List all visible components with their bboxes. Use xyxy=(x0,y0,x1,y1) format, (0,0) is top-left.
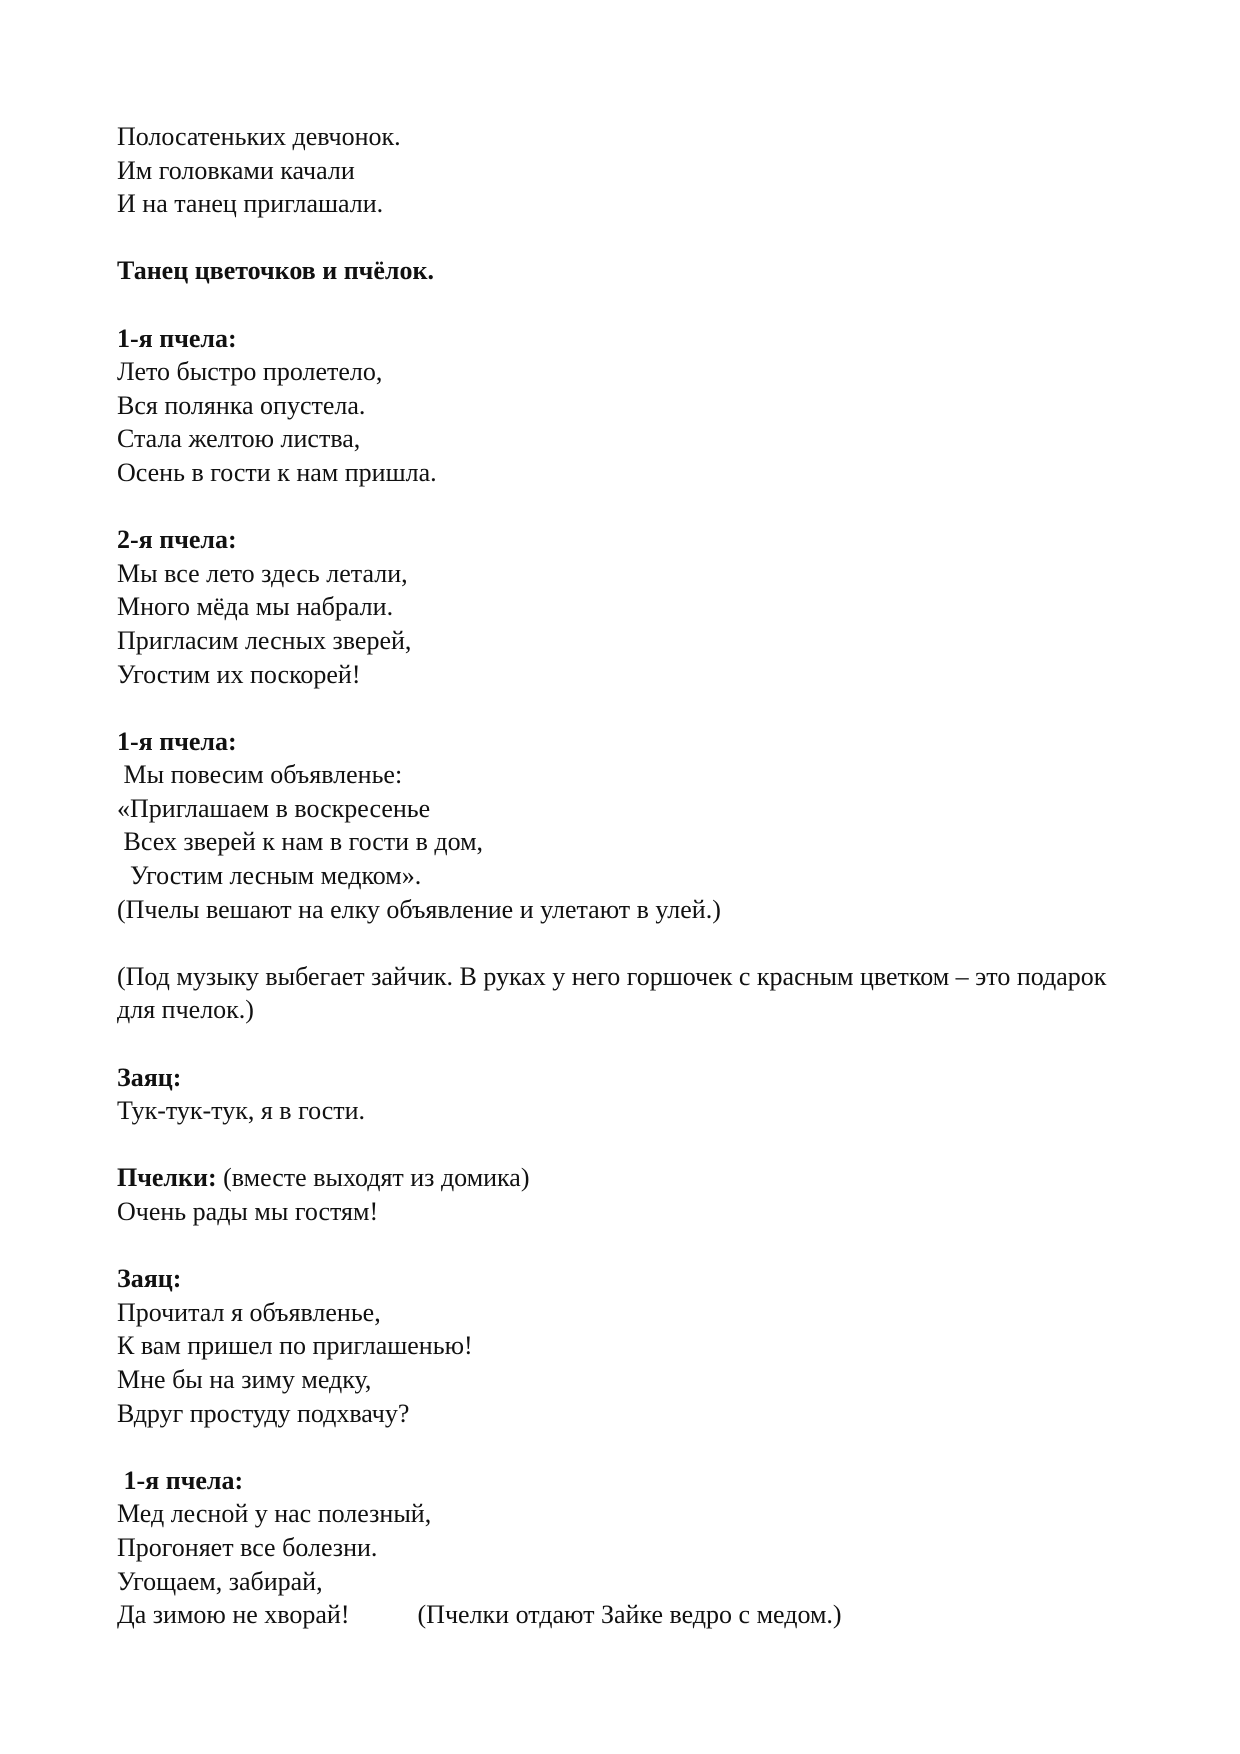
speaker-label: 1-я пчела: xyxy=(117,726,237,756)
stage-direction-hare-enters: (Под музыку выбегает зайчик. В руках у него горшочек с красным цветком – это подарок для пчелок.) xyxy=(117,961,1107,1025)
verse-line: Прочитал я объявленье, xyxy=(117,1297,381,1327)
verse-line: Угощаем, забирай, xyxy=(117,1566,323,1596)
opening-verse xyxy=(117,120,1127,221)
verse-line: Вдруг простуду подхвачу? xyxy=(117,1398,410,1428)
verse-line: Осень в гости к нам пришла. xyxy=(117,457,437,487)
verse-line: Им головками качали xyxy=(117,155,355,185)
verse-line: Мы все лето здесь летали, xyxy=(117,558,408,588)
speech-block-bees xyxy=(117,1161,1127,1228)
verse-line: Угостим их поскорей! xyxy=(117,659,361,689)
verse-line: Прогоняет все болезни. xyxy=(117,1532,378,1562)
speech-block-bee1-third xyxy=(117,1464,1127,1632)
verse-line: Полосатеньких девчонок. xyxy=(117,122,401,151)
speaker-label: Пчелки: xyxy=(117,1163,217,1193)
speaker-line xyxy=(117,1161,1127,1195)
verse-line: Мы повесим объявленье: xyxy=(117,760,403,790)
verse-line: Мед лесной у нас полезный, xyxy=(117,1499,432,1529)
dance-title: Танец цветочков и пчёлок. xyxy=(117,256,434,286)
speaker-label: 1-я пчела: xyxy=(117,323,237,353)
stage-direction: (Пчелки отдают Зайке ведро с медом.) xyxy=(417,1600,842,1630)
speech-block-hare-first xyxy=(117,1061,1127,1128)
verse-line: Да зимою не хворай! xyxy=(117,1600,350,1630)
speech-block-bee1-second xyxy=(117,725,1127,927)
speaker-label: 2-я пчела: xyxy=(117,525,237,555)
verse-line: Тук-тук-тук, я в гости. xyxy=(117,1096,366,1126)
speech-block-hare-second xyxy=(117,1262,1127,1430)
verse-line: Угостим лесным медком». xyxy=(117,861,422,891)
verse-line-with-direction xyxy=(117,1598,1127,1632)
verse-line: Много мёда мы набрали. xyxy=(117,592,394,622)
stage-direction: (Пчелы вешают на елку объявление и улетают в улей.) xyxy=(117,894,721,924)
verse-line: Вся полянка опустела. xyxy=(117,390,366,420)
document-page xyxy=(117,120,1127,1632)
verse-line: «Приглашаем в воскресенье xyxy=(117,793,431,823)
verse-line: Стала желтою листва, xyxy=(117,424,361,454)
speaker-label: 1-я пчела: xyxy=(117,1465,244,1495)
speaker-direction: (вместе выходят из домика) xyxy=(216,1163,530,1193)
speaker-label: Заяц: xyxy=(117,1062,182,1092)
verse-line: Всех зверей к нам в гости в дом, xyxy=(117,827,484,857)
speaker-label: Заяц: xyxy=(117,1264,182,1294)
verse-line: Мне бы на зиму медку, xyxy=(117,1364,372,1394)
verse-line: Очень рады мы гостям! xyxy=(117,1197,379,1226)
verse-line: К вам пришел по приглашенью! xyxy=(117,1331,473,1361)
speech-block-bee1-first xyxy=(117,322,1127,490)
speech-block-bee2 xyxy=(117,523,1127,691)
verse-line: Лето быстро пролетело, xyxy=(117,357,383,387)
verse-line: Пригласим лесных зверей, xyxy=(117,625,412,655)
verse-line: И на танец приглашали. xyxy=(117,189,384,219)
